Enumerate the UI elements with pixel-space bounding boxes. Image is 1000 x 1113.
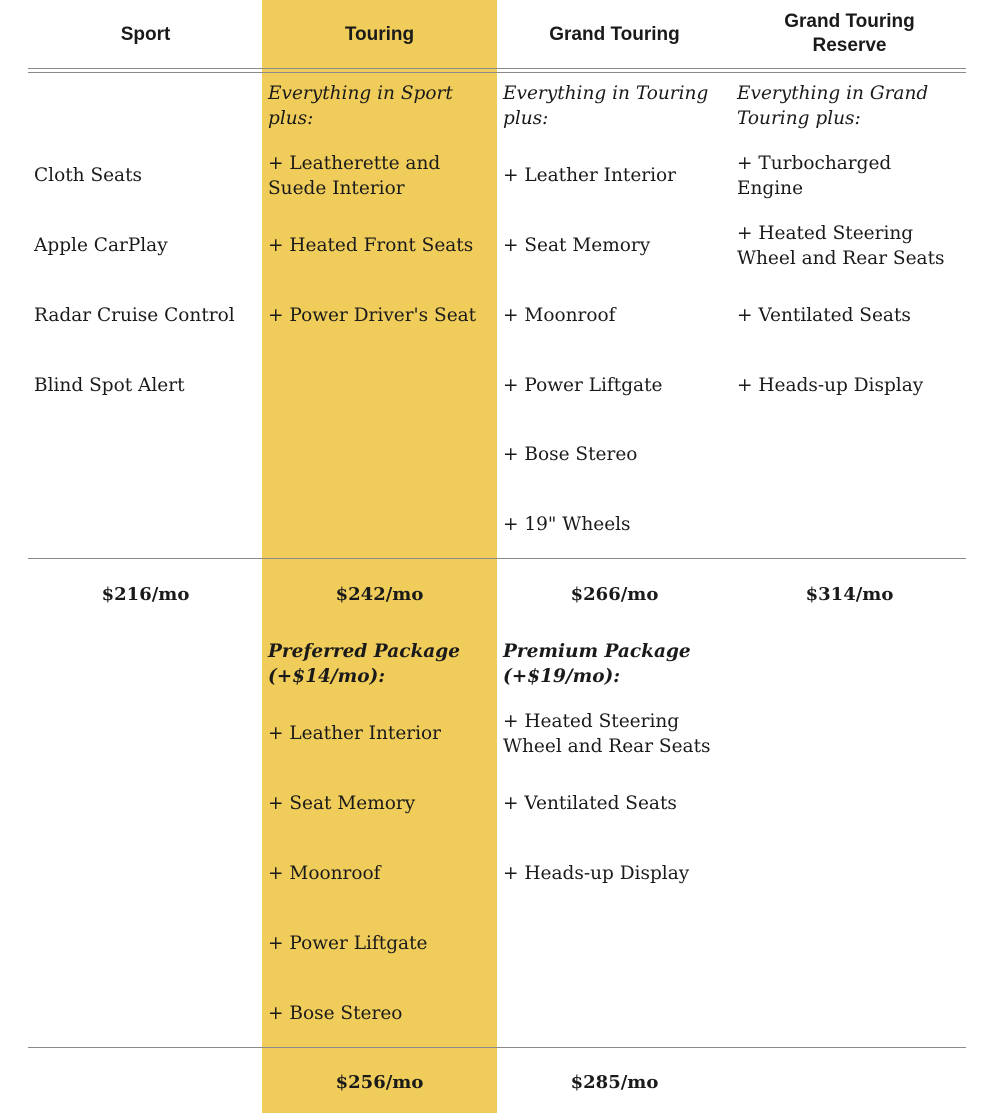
gt-intro	[503, 81, 728, 131]
package-price-touring: $256/mo	[335, 1072, 424, 1093]
price-touring: $242/mo	[335, 584, 424, 605]
package-rule	[28, 1047, 966, 1048]
gt-package-item-line: Wheel and Rear Seats	[503, 736, 711, 757]
gt-intro-line1: Everything in Touring	[503, 83, 709, 104]
price-sport: $216/mo	[101, 584, 190, 605]
gtr-feature: + Ventilated Seats	[737, 305, 911, 326]
touring-package-item: + Moonroof	[268, 863, 381, 884]
header-gt-reserve-line1: Grand Touring	[784, 11, 915, 32]
gt-feature: + 19" Wheels	[503, 514, 631, 535]
touring-feature-line: + Leatherette and	[268, 153, 441, 174]
header-gt-reserve-line2: Reserve	[812, 35, 887, 56]
touring-package-title	[268, 639, 492, 689]
sport-feature: Cloth Seats	[34, 165, 143, 186]
gt-feature: + Leather Interior	[503, 165, 677, 186]
gt-package-item: + Heads-up Display	[503, 863, 690, 884]
section-rule	[28, 558, 966, 559]
gt-feature: + Power Liftgate	[503, 375, 663, 396]
header-gt-reserve	[732, 10, 967, 58]
gtr-feature-line: + Turbocharged	[737, 153, 892, 174]
gtr-intro-line2: Touring plus:	[737, 108, 861, 129]
gtr-feature	[737, 221, 977, 271]
touring-package-item: + Leather Interior	[268, 723, 442, 744]
gt-package-title-line2: (+$19/mo):	[503, 666, 621, 687]
header-grand-touring: Grand Touring	[549, 24, 680, 45]
gt-package-title-line1: Premium Package	[503, 641, 691, 662]
touring-package-item: + Bose Stereo	[268, 1003, 403, 1024]
touring-feature-line: Suede Interior	[268, 178, 405, 199]
gt-package-item: + Ventilated Seats	[503, 793, 677, 814]
gtr-intro-line1: Everything in Grand	[737, 83, 929, 104]
gt-intro-line2: plus:	[503, 108, 549, 129]
sport-feature: Apple CarPlay	[34, 235, 168, 256]
touring-intro-line1: Everything in Sport	[268, 83, 453, 104]
touring-package-item: + Seat Memory	[268, 793, 416, 814]
gt-package-item-line: + Heated Steering	[503, 711, 680, 732]
gt-package-item	[503, 709, 728, 759]
touring-package-title-line2: (+$14/mo):	[268, 666, 386, 687]
gtr-feature-line: Engine	[737, 178, 804, 199]
gtr-intro	[737, 81, 977, 131]
sport-feature: Radar Cruise Control	[34, 305, 235, 326]
touring-intro	[268, 81, 492, 131]
gt-feature: + Seat Memory	[503, 235, 651, 256]
gtr-feature-line: + Heated Steering	[737, 223, 914, 244]
touring-intro-line2: plus:	[268, 108, 314, 129]
gtr-feature-line: Wheel and Rear Seats	[737, 248, 945, 269]
gt-package-title	[503, 639, 728, 689]
header-rule-bottom	[28, 72, 966, 73]
price-grand-touring: $266/mo	[570, 584, 659, 605]
gtr-feature: + Heads-up Display	[737, 375, 924, 396]
touring-feature: + Heated Front Seats	[268, 235, 474, 256]
header-rule-top	[28, 68, 966, 69]
price-gt-reserve: $314/mo	[805, 584, 894, 605]
touring-feature	[268, 151, 492, 201]
touring-package-item: + Power Liftgate	[268, 933, 428, 954]
touring-package-title-line1: Preferred Package	[268, 641, 460, 662]
header-touring: Touring	[344, 24, 415, 45]
package-price-grand-touring: $285/mo	[570, 1072, 659, 1093]
gt-feature: + Moonroof	[503, 305, 616, 326]
touring-feature: + Power Driver's Seat	[268, 305, 477, 326]
gt-feature: + Bose Stereo	[503, 444, 638, 465]
sport-feature: Blind Spot Alert	[34, 375, 185, 396]
header-sport: Sport	[120, 24, 171, 45]
gtr-feature	[737, 151, 977, 201]
